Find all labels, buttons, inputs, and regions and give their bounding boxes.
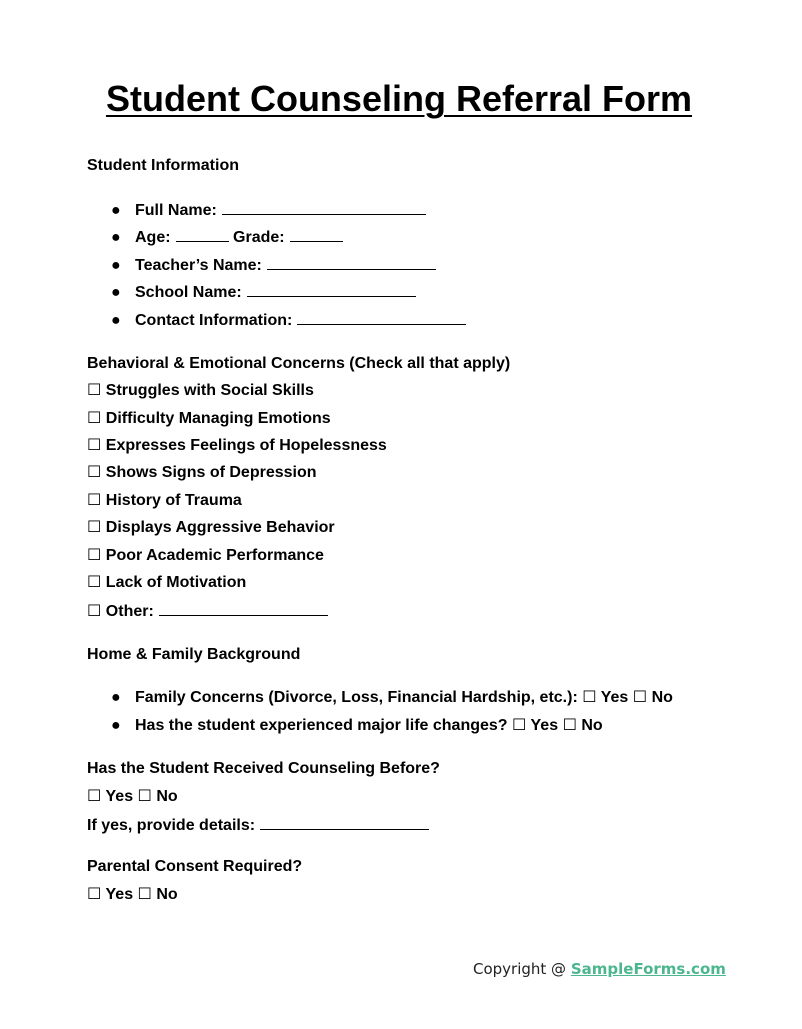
concern-option bbox=[87, 573, 246, 593]
counseling-details bbox=[87, 815, 429, 836]
page-title: Student Counseling Referral Form bbox=[105, 78, 693, 119]
concerns-heading: Behavioral & Emotional Concerns (Check all that apply) bbox=[87, 355, 511, 372]
yes-label: Yes bbox=[530, 717, 559, 734]
contact-info-field[interactable] bbox=[297, 310, 466, 325]
bullet-icon: ● bbox=[111, 312, 121, 329]
concern-label: Displays Aggressive Behavior bbox=[105, 519, 335, 536]
concern-option bbox=[87, 546, 324, 566]
checkbox-icon[interactable]: ☐ bbox=[87, 574, 102, 591]
checkbox-icon[interactable]: ☐ bbox=[87, 382, 102, 399]
full-name-field[interactable] bbox=[222, 200, 426, 215]
concern-option-other bbox=[87, 601, 328, 622]
concern-label: Lack of Motivation bbox=[105, 574, 247, 591]
checkbox-icon[interactable]: ☐ bbox=[137, 788, 152, 805]
checkbox-icon[interactable]: ☐ bbox=[137, 886, 152, 903]
checkbox-icon[interactable]: ☐ bbox=[87, 886, 102, 903]
no-label: No bbox=[156, 886, 178, 903]
concern-option bbox=[87, 518, 335, 538]
concern-label: Poor Academic Performance bbox=[105, 547, 324, 564]
list-item-age-grade bbox=[111, 227, 343, 248]
counseling-yes-no bbox=[87, 787, 178, 807]
bullet-icon: ● bbox=[111, 689, 121, 706]
grade-field[interactable] bbox=[290, 227, 343, 242]
consent-yes-no bbox=[87, 885, 178, 905]
age-label: Age: bbox=[135, 229, 171, 246]
checkbox-icon[interactable]: ☐ bbox=[87, 437, 102, 454]
sampleforms-link[interactable]: SampleForms.com bbox=[570, 960, 726, 978]
student-info-heading: Student Information bbox=[87, 157, 239, 174]
checkbox-icon[interactable]: ☐ bbox=[632, 689, 648, 706]
family-heading: Home & Family Background bbox=[87, 646, 301, 663]
concern-option bbox=[87, 436, 387, 456]
concern-label: Expresses Feelings of Hopelessness bbox=[105, 437, 387, 454]
school-name-field[interactable] bbox=[247, 282, 416, 297]
checkbox-icon[interactable]: ☐ bbox=[87, 547, 102, 564]
concern-option bbox=[87, 409, 331, 429]
checkbox-icon[interactable]: ☐ bbox=[87, 603, 102, 620]
copyright-text: Copyright @ bbox=[473, 960, 571, 978]
list-item-family-concerns bbox=[111, 688, 673, 708]
other-concern-field[interactable] bbox=[159, 601, 328, 616]
list-item-contact-info bbox=[111, 310, 466, 331]
details-label: If yes, provide details: bbox=[87, 817, 256, 834]
bullet-icon: ● bbox=[111, 257, 121, 274]
bullet-icon: ● bbox=[111, 717, 121, 734]
full-name-label: Full Name: bbox=[135, 202, 217, 219]
checkbox-icon[interactable]: ☐ bbox=[87, 788, 102, 805]
concern-option bbox=[87, 491, 242, 511]
consent-heading: Parental Consent Required? bbox=[87, 858, 303, 875]
checkbox-icon[interactable]: ☐ bbox=[87, 492, 102, 509]
no-label: No bbox=[651, 689, 673, 706]
yes-label: Yes bbox=[105, 788, 134, 805]
family-concerns-question: Family Concerns (Divorce, Loss, Financial Hardship, etc.): bbox=[135, 689, 578, 706]
checkbox-icon[interactable]: ☐ bbox=[562, 717, 577, 734]
teacher-name-field[interactable] bbox=[267, 255, 436, 270]
concern-label: History of Trauma bbox=[105, 492, 242, 509]
concern-label: Difficulty Managing Emotions bbox=[105, 410, 331, 427]
concern-option bbox=[87, 463, 317, 483]
yes-label: Yes bbox=[600, 689, 629, 706]
copyright-footer bbox=[473, 959, 726, 979]
bullet-icon: ● bbox=[111, 202, 121, 219]
contact-info-label: Contact Information: bbox=[135, 312, 293, 329]
counseling-heading: Has the Student Received Counseling Before? bbox=[87, 760, 440, 777]
life-changes-question: Has the student experienced major life changes? bbox=[135, 717, 508, 734]
checkbox-icon[interactable]: ☐ bbox=[512, 717, 527, 734]
checkbox-icon[interactable]: ☐ bbox=[582, 689, 597, 706]
checkbox-icon[interactable]: ☐ bbox=[87, 519, 102, 536]
concern-label: Shows Signs of Depression bbox=[105, 464, 317, 481]
list-item-school-name bbox=[111, 282, 416, 303]
school-name-label: School Name: bbox=[135, 284, 242, 301]
no-label: No bbox=[581, 717, 603, 734]
grade-label: Grade: bbox=[233, 229, 285, 246]
details-field[interactable] bbox=[260, 815, 429, 830]
list-item-teacher-name bbox=[111, 255, 436, 276]
concern-label: Struggles with Social Skills bbox=[105, 382, 314, 399]
bullet-icon: ● bbox=[111, 229, 121, 246]
bullet-icon: ● bbox=[111, 284, 121, 301]
list-item-life-changes bbox=[111, 716, 603, 736]
teacher-name-label: Teacher’s Name: bbox=[135, 257, 262, 274]
yes-label: Yes bbox=[105, 886, 134, 903]
no-label: No bbox=[156, 788, 178, 805]
concern-label: Other: bbox=[105, 603, 154, 620]
checkbox-icon[interactable]: ☐ bbox=[87, 410, 102, 427]
checkbox-icon[interactable]: ☐ bbox=[87, 464, 102, 481]
age-field[interactable] bbox=[176, 227, 229, 242]
concern-option bbox=[87, 381, 314, 401]
list-item-full-name bbox=[111, 200, 426, 221]
